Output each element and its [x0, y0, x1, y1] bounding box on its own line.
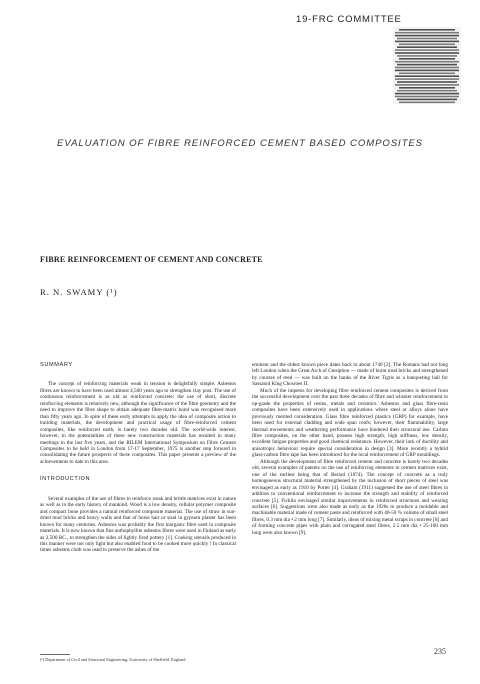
right-paragraph-3: Although the development of fibre reinforced cement and concrete is barely two decades old, several examples of patents on the use of reinforcing elements in cement matrices exist, one of the earliest being that of Berard (1874). The concept of concrete as a truly homogeneous structural material strengthened by the inclusion of short pieces of steel was envisaged as early as 1910 by Porter [4]. Graham (1911) suggested the use of steel fibres in addition to conventional reinforcement to increase the strength and stability of reinforced concrete [5]. Ficklin envisaged similar improvements in reinforced structures and wearing surfaces [6]. Suggestions were also made as early as the 1920s to produce a moldable and machinable material made of cement paste and reinforced with 40-50 % volume of small steel fibres, 0.3 mm dia • 2 mm long [7]. Similarly, ideas of mixing metal scraps in concrete [8] and of forming concrete pipes with plain and corrugated steel fibres, 2.5 mm dia • 25-100 mm long were also known [9].: [252, 458, 448, 536]
summary-heading: SUMMARY: [40, 362, 73, 368]
footnote: (¹) Department of Civil and Structural Engineering, University of Sheffield, England.: [40, 657, 187, 662]
right-column: [252, 362, 448, 536]
page-number: 235: [434, 647, 446, 656]
introduction-heading: INTRODUCTION: [40, 476, 91, 483]
left-column: [40, 362, 236, 554]
committee-label: 19-FRC COMMITTEE: [296, 14, 402, 25]
right-paragraph-1: eminent and the oldest known piece dates back to about 1740 [2]. The Romans had not long left London when the Great Arch of Ctesiphon — made of burnt mud bricks and strengthened by courses of reed — was built on the banks of the River Tigris as a banqueting hall for Sassanid King Chosroes II.: [252, 362, 448, 388]
introduction-text: Several examples of the use of fibres to reinforce weak and brittle matrices exist in nature as well as in the early history of mankind. Wood is a low density, cellular polymer composite and compact bone provides a natural reinforced composite material. The use of straw in sun-dried mud bricks and heavy walls and that of horse hair or sisal in gypsum plaster has been known for many centuries. Asbestos was probably the first inorganic fibre used in composite materials. It is now known that fine anthophyllite asbestos fibres were used in Finland as early as 2,500 BC., to strengthen the sides of lightly fired pottery [1]. Cooking utensils produced in this manner were not only light but also enabled food to be cooked more quickly ! In classical times asbestos cloth was used to preserve the ashes of the: [40, 495, 236, 554]
summary-text: The concept of reinforcing materials weak in tension is delightfully simple. Asbestos fibres are known to have been used almost 4,500 years ago to strengthen clay post. The use of continuous reinforcement is as old as reinforced concrete; the use of short, discrete reinforcing elements is relatively new, although the significance of the fibre geometry and the need to improve the fibre shape to obtain adequate fibre-matrix bond was recognised more than fifty years ago. In spite of these early attempts to apply the idea of composite action to building materials, the development and practical usage of fibre-reinforced cement composites, like reinforced earth, is barely two decades old. The world-wide interest, however, in the potentialities of these new construction materials has resulted in many meetings in the last five years, and the RILEM International Symposium on Fibre Cement Composites to be held in London from 17-17 September, 1975 is another step forward in consolidating the future prospects of these composites. This paper presents a preview of the achievements to date in this area.: [40, 381, 236, 465]
author-name: R. N. SWAMY (¹): [40, 287, 118, 297]
series-title: EVALUATION OF FIBRE REINFORCED CEMENT BASED COMPOSITES: [57, 138, 423, 149]
right-paragraph-2: Much of the impetus for developing fibre reinforced cement composites is derived from the successful development over the past three decades of fibre and whisker reinforcement to up-grade the properties of resins, metals and ceramics. Asbestos and glass fibre-resin composites have been extensively used in applications where steel or alloys alone have previously merited consideration. Glass fibre reinforced plastics (GRP) for example, have been used for external cladding and wide span roofs; however, their flammability, large thermal movements and weathering performance have hindered their structural use. Carbon fibre composites, on the other hand, possess high strength, high stiffness, low density, excellent fatigue properties and good chemical resistance. However, their lack of ductility and anisotropic behaviour require special consideration in design [3]. More recently a hybrid glass-carbon fibre tape has been introduced for the local reinforcement of GRP mouldings.: [252, 387, 448, 459]
committee-emblem-icon: [393, 27, 461, 104]
footnote-divider: [40, 654, 70, 655]
paper-title: FIBRE REINFORCEMENT OF CEMENT AND CONCRETE: [40, 255, 263, 264]
